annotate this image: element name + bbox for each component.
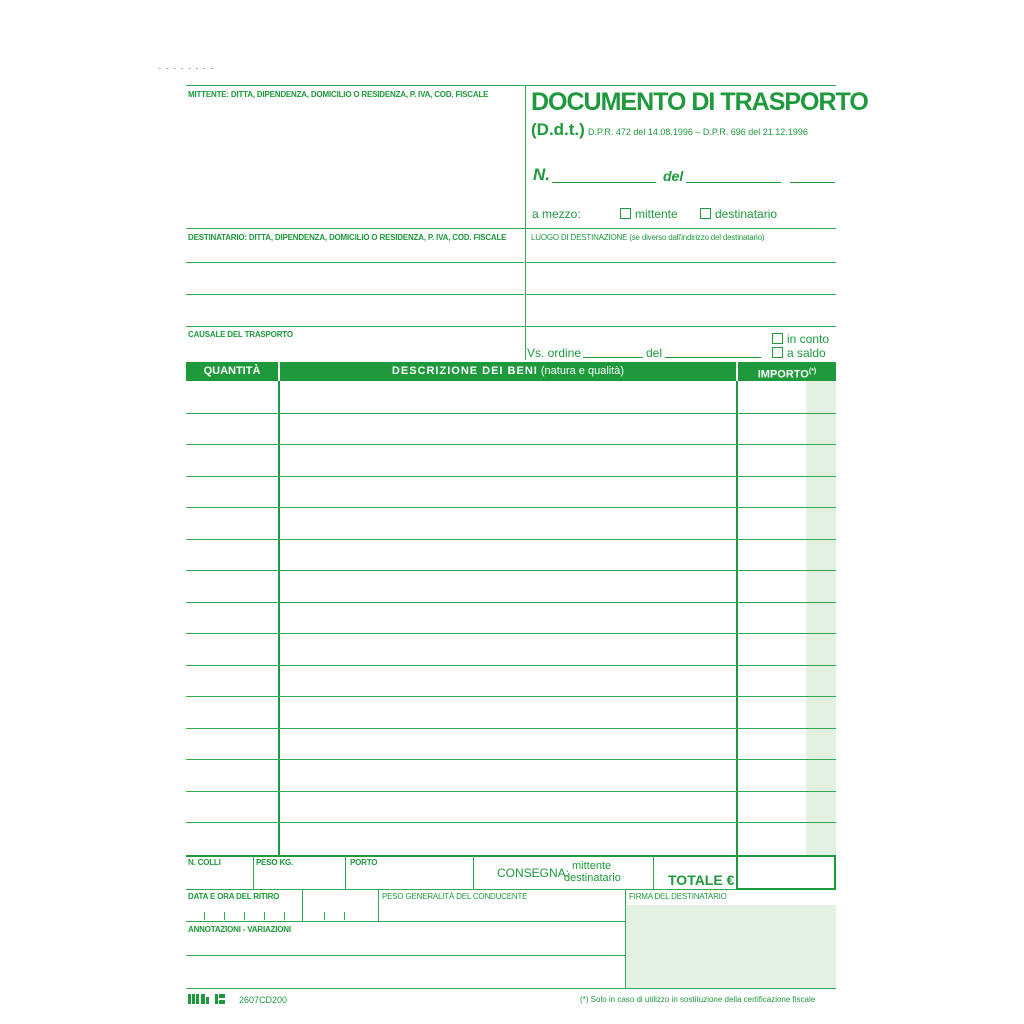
delivery-label: CONSEGNA: xyxy=(497,866,570,880)
order-label: Vs. ordine xyxy=(527,346,582,360)
signature-area[interactable] xyxy=(626,905,836,988)
checkbox-icon[interactable] xyxy=(772,333,783,344)
legal-reference: D.P.R. 472 del 14.08.1996 – D.P.R. 696 del 21.12.1996 xyxy=(588,127,808,137)
checkbox-icon[interactable] xyxy=(700,208,711,219)
column-quantity: QUANTITÀ xyxy=(186,362,278,381)
sender-label: MITTENTE: DITTA, DIPENDENZA, DOMICILIO O RESIDENZA, P. IVA, COD. FISCALE xyxy=(188,90,489,99)
recipient-label: DESTINATARIO: DITTA, DIPENDENZA, DOMICILIO O RESIDENZA, P. IVA, COD. FISCALE xyxy=(188,233,507,242)
order-date-label: del xyxy=(646,346,663,360)
document-title: DOCUMENTO DI TRASPORTO xyxy=(531,88,868,116)
total-field[interactable] xyxy=(738,857,833,888)
recipient-signature-label: FIRMA DEL DESTINATARIO xyxy=(629,892,727,901)
disclaimer: (*) Solo in caso di utilizzo in sostituzione della certificazione fiscale xyxy=(580,995,816,1004)
column-amount: IMPORTO(*) xyxy=(738,362,836,381)
notes-label: ANNOTAZIONI - VARIAZIONI xyxy=(188,925,291,934)
total-label: TOTALE € xyxy=(668,872,735,888)
via-option-sender[interactable]: mittente xyxy=(620,207,678,221)
date-field-extra[interactable] xyxy=(790,172,835,183)
account-option-on[interactable]: in conto xyxy=(772,332,829,346)
account-option-balance[interactable]: a saldo xyxy=(772,346,826,360)
delivery-option-sender[interactable]: mittente xyxy=(572,860,612,872)
product-code: 2607CD200 xyxy=(239,995,288,1005)
weight-label: PESO KG. xyxy=(256,858,294,867)
date-field[interactable] xyxy=(686,172,781,183)
order-field[interactable] xyxy=(583,347,643,358)
brand-logo xyxy=(188,993,232,1008)
document-abbr: (D.d.t.) xyxy=(531,120,585,139)
number-field[interactable] xyxy=(552,172,656,183)
checkbox-icon[interactable] xyxy=(772,347,783,358)
column-description: DESCRIZIONE DEI BENI (natura e qualità) xyxy=(280,362,736,381)
checkbox-icon[interactable] xyxy=(620,208,631,219)
reason-label: CAUSALE DEL TRASPORTO xyxy=(188,330,293,339)
date-label: del xyxy=(663,168,684,184)
delivery-option-recipient[interactable]: destinatario xyxy=(564,872,621,884)
order-date-field[interactable] xyxy=(665,347,761,358)
cents-column xyxy=(806,381,836,855)
number-label: N. xyxy=(533,165,550,184)
via-label: a mezzo: xyxy=(532,207,581,221)
top-dashes: - - - - - - - - xyxy=(158,63,215,73)
packages-label: N. COLLI xyxy=(188,858,221,867)
port-label: PORTO xyxy=(350,858,378,867)
destination-label: LUOGO DI DESTINAZIONE (se diverso dall'indirizzo del destinatario) xyxy=(531,233,765,242)
driver-details-label: PESO GENERALITÀ DEL CONDUCENTE xyxy=(382,892,528,901)
pickup-datetime-label: DATA E ORA DEL RITIRO xyxy=(188,892,280,901)
via-option-recipient[interactable]: destinatario xyxy=(700,207,777,221)
datetime-ticks[interactable] xyxy=(188,910,378,920)
